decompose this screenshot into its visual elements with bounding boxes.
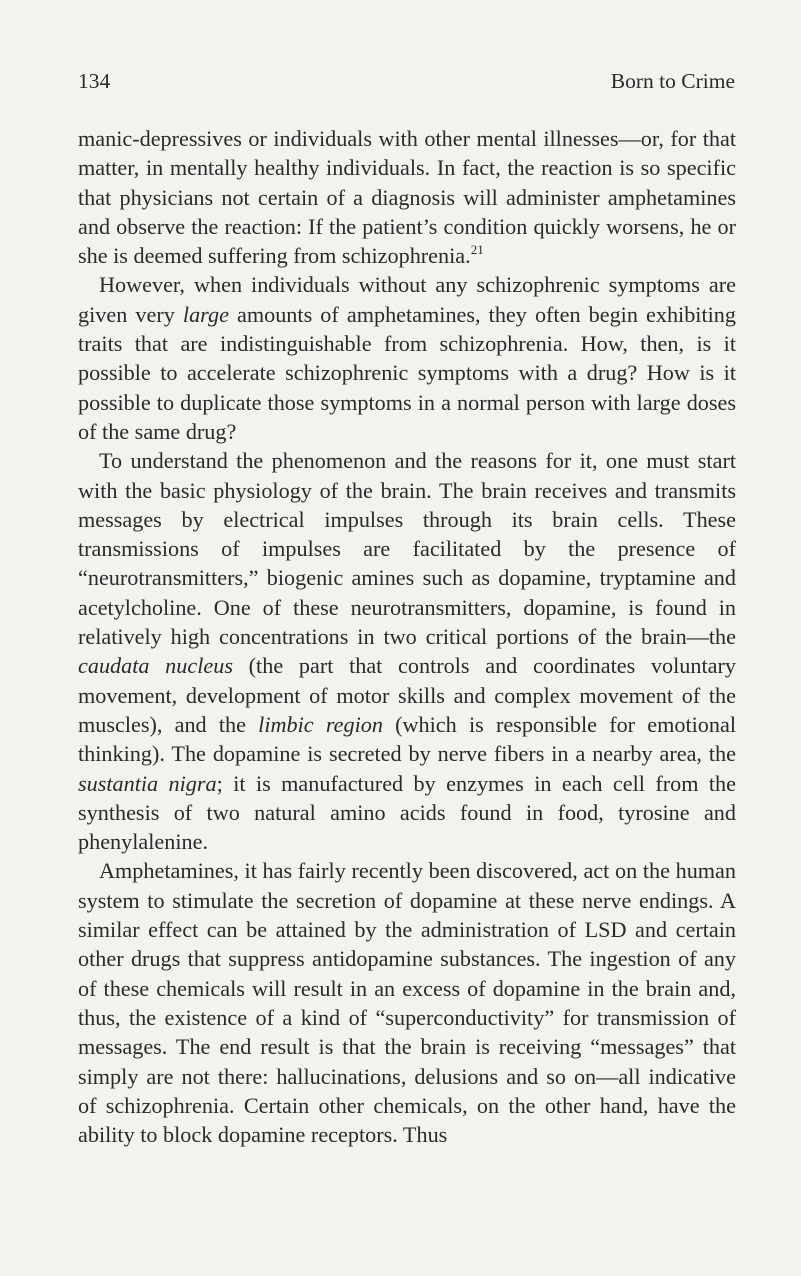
emphasis-large: large: [182, 301, 229, 327]
paragraph-2: [78, 270, 736, 446]
book-title: Born to Crime: [610, 69, 735, 93]
term-limbic-region: limbic region: [258, 711, 383, 737]
term-caudata-nucleus: caudata nucleus: [78, 653, 233, 679]
page-number: 134: [78, 69, 111, 93]
paragraph-4: [78, 856, 736, 1149]
paragraph-2-text-a: However, when individuals without any schizophrenic symptoms are given very: [78, 272, 736, 327]
paragraph-3-text-a: To understand the phenomenon and the reasons for it, one must start with the basic physiology of the brain. The brain receives and transmits messages by electrical impulses through its brain cells. These transmissions of impulses are facilitated by the presence of “neurotransmitters,” biogenic amines such as dopamine, tryptamine and acetylcholine. One of these neurotransmitters, dopamine, is found in relatively high concentrations in two critical portions of the brain—the: [78, 448, 736, 650]
paragraph-2-text-b: amounts of amphetamines, they often begin exhibiting traits that are indistinguishable from schizophrenia. How, then, is it possible to accelerate schizophrenic symptoms with a drug? How is it possible to duplicate those symptoms in a normal person with large doses of the same drug?: [78, 301, 736, 444]
running-head: [78, 64, 735, 98]
paragraph-3-text-d: ; it is manufactured by enzymes in each cell from the synthesis of two natural amino acids found in food, tyrosine and phenylalenine.: [78, 770, 736, 855]
term-sustantia-nigra: sustantia nigra: [78, 770, 217, 796]
paragraph-3-text-c: (which is responsible for emotional thinking). The dopamine is secreted by nerve fibers in a nearby area, the: [78, 711, 737, 767]
body-text: [78, 124, 736, 1149]
paragraph-3: [78, 446, 736, 856]
paragraph-3-text-b: (the part that controls and coordinates voluntary movement, development of motor skills and complex movement of the muscles), and the: [78, 653, 736, 737]
footnote-marker: 21: [470, 242, 484, 258]
paragraph-4-text: Amphetamines, it has fairly recently been discovered, act on the human system to stimulate the secretion of dopamine at these nerve endings. A similar effect can be attained by the administration of LSD and certain other drugs that suppress antidopamine substances. The ingestion of any of these chemicals will result in an excess of dopamine in the brain and, thus, the existence of a kind of “superconductivity” for transmission of messages. The end result is that the brain is receiving “messages” that simply are not there: hallucinations, delusions and so on—all indicative of schizophrenia. Certain other chemicals, on the other hand, have the ability to block dopamine receptors. Thus: [78, 858, 736, 1148]
paragraph-1-text: manic-depressives or individuals with other mental illnesses—or, for that matter, in mentally healthy individuals. In fact, the reaction is so specific that physicians not certain of a diagnosis will administer amphetamines and observe the reaction: If the patient’s condition quickly worsens, he or she is deemed suffering from schizophrenia.: [78, 126, 736, 269]
paragraph-1: [78, 124, 736, 270]
